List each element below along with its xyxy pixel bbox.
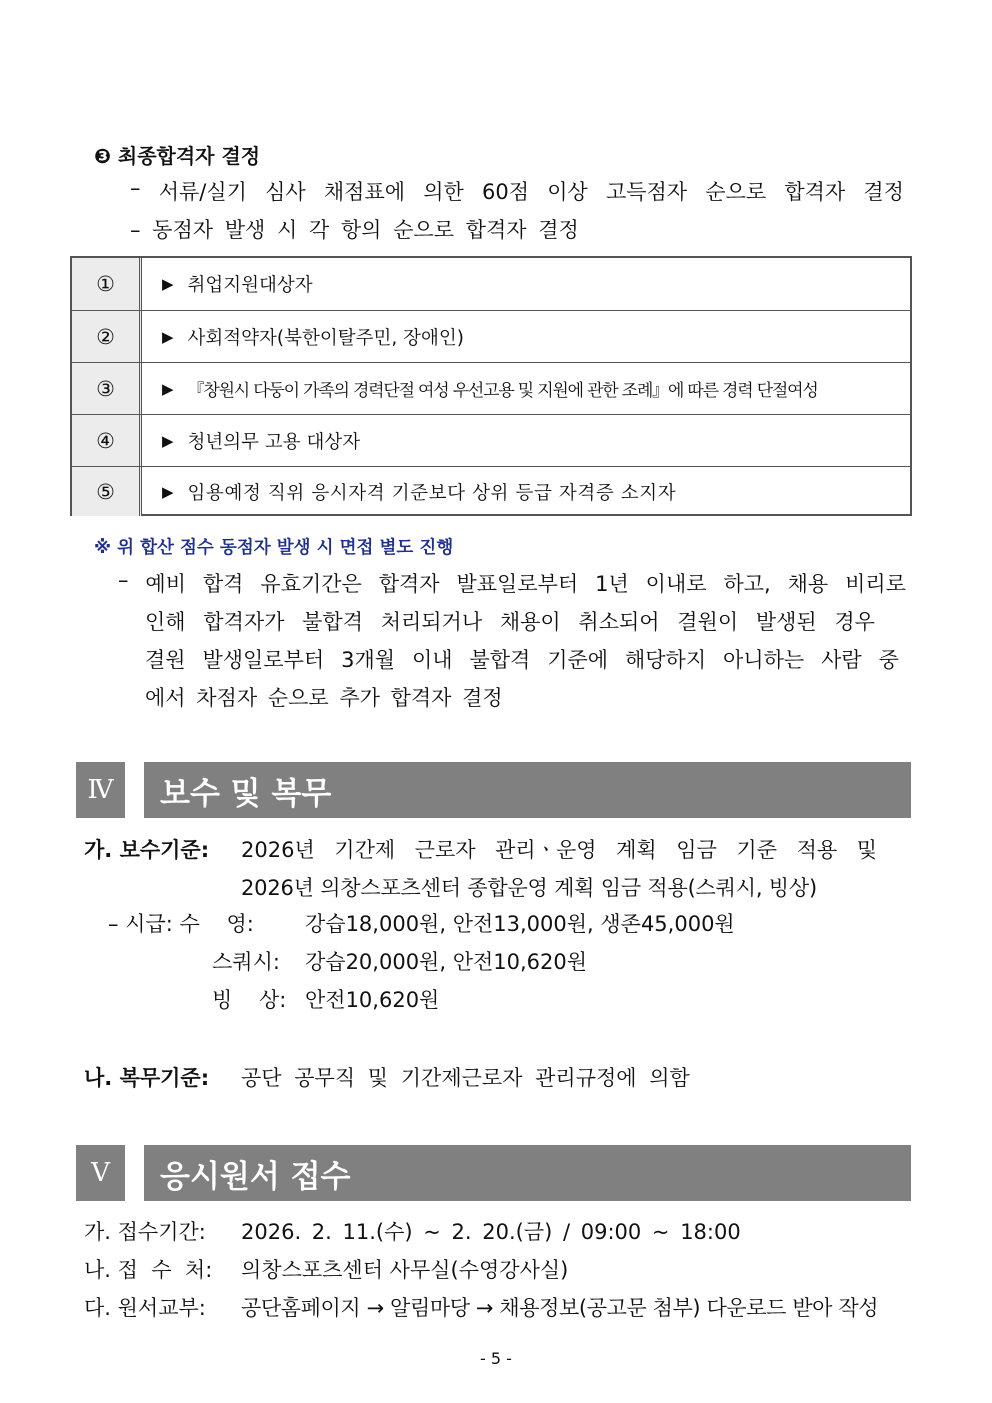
priority-number: ③ — [72, 363, 142, 414]
triangle-bullet-icon: ▶ — [162, 327, 174, 346]
priority-table — [70, 256, 912, 516]
priority-row — [72, 258, 910, 310]
priority-cell — [142, 258, 313, 310]
duty-standard-text: 공단 공무직 및 기간제근로자 관리규정에 의함 — [241, 1066, 690, 1090]
hourly-wage-label: – 시급: 수 영: — [108, 912, 254, 936]
priority-text: 사회적약자(북한이탈주민, 장애인) — [187, 327, 464, 349]
final-selection-heading: ❸ 최종합격자 결정 — [94, 144, 261, 168]
reserve-line: 에서 차점자 순으로 추가 합격자 결정 — [145, 686, 503, 710]
reserve-line: 결원 발생일로부터 3개월 이내 불합격 기준에 해당하지 아니하는 사람 중 — [145, 648, 899, 672]
application-place-label: 나. 접 수 처: — [84, 1258, 213, 1282]
priority-row — [72, 362, 910, 414]
pay-standard-text: 2026년 의창스포츠센터 종합운영 계획 임금 적용(스쿼시, 빙상) — [241, 876, 817, 900]
application-period: 2026. 2. 11.(수) ~ 2. 20.(금) / 09:00 ~ 18:00 — [241, 1220, 741, 1244]
priority-row — [72, 466, 910, 516]
pay-standard-text: 2026년 기간제 근로자 관리ㆍ운영 계획 임금 기준 적용 및 — [241, 838, 877, 862]
squash-wage-label: 스쿼시: — [212, 950, 280, 974]
triangle-bullet-icon: ▶ — [162, 379, 174, 398]
priority-number: ① — [72, 258, 142, 310]
reserve-line: 인해 합격자가 불합격 처리되거나 채용이 취소되어 결원이 발생된 경우 — [145, 610, 875, 634]
reserve-line: – 예비 합격 유효기간은 합격자 발표일로부터 1년 이내로 하고, 채용 비리로 — [118, 568, 906, 596]
priority-number: ⑤ — [72, 467, 142, 516]
priority-text: 임용예정 직위 응시자격 기준보다 상위 등급 자격증 소지자 — [187, 482, 677, 504]
priority-row — [72, 310, 910, 362]
priority-row — [72, 414, 910, 466]
application-period-label: 가. 접수기간: — [84, 1220, 206, 1244]
triangle-bullet-icon: ▶ — [162, 482, 174, 501]
pay-standard-label: 가. 보수기준: — [84, 838, 210, 862]
triangle-bullet-icon: ▶ — [162, 275, 174, 293]
application-place: 의창스포츠센터 사무실(수영강사실) — [241, 1258, 569, 1282]
application-form: 공단홈페이지 → 알림마당 → 채용정보(공고문 첨부) 다운로드 받아 작성 — [241, 1296, 879, 1320]
priority-text: 『창원시 다둥이 가족의 경력단절 여성 우선고용 및 지원에 관한 조례』에 따른 경력 단절여성 — [187, 381, 818, 401]
priority-cell — [142, 311, 464, 362]
priority-cell — [142, 363, 818, 414]
priority-text: 취업지원대상자 — [187, 275, 313, 296]
ice-wage: 안전10,620원 — [305, 988, 440, 1012]
priority-number: ④ — [72, 415, 142, 466]
priority-cell — [142, 415, 360, 466]
priority-text: 청년의무 고용 대상자 — [187, 431, 361, 453]
section-title: 보수 및 복무 — [144, 762, 911, 818]
squash-wage: 강습20,000원, 안전10,620원 — [305, 950, 588, 974]
selection-criteria-line: – 서류/실기 심사 채점표에 의한 60점 이상 고득점자 순으로 합격자 결정 — [130, 176, 904, 204]
swim-wage: 강습18,000원, 안전13,000원, 생존45,000원 — [305, 912, 735, 936]
page-number: - 5 - — [480, 1349, 512, 1368]
tie-rule-line: – 동점자 발생 시 각 항의 순으로 합격자 결정 — [130, 218, 579, 242]
duty-standard-label: 나. 복무기준: — [84, 1066, 210, 1090]
ice-wage-label: 빙 상: — [212, 988, 287, 1012]
application-form-label: 다. 원서교부: — [84, 1296, 206, 1320]
section-number: Ⅴ — [76, 1145, 125, 1201]
section-title: 응시원서 접수 — [144, 1145, 911, 1201]
priority-cell — [142, 467, 676, 516]
section-number: Ⅳ — [76, 762, 125, 818]
priority-number: ② — [72, 311, 142, 362]
triangle-bullet-icon: ▶ — [162, 431, 174, 450]
tie-interview-note: ※ 위 합산 점수 동점자 발생 시 면접 별도 진행 — [94, 538, 454, 558]
